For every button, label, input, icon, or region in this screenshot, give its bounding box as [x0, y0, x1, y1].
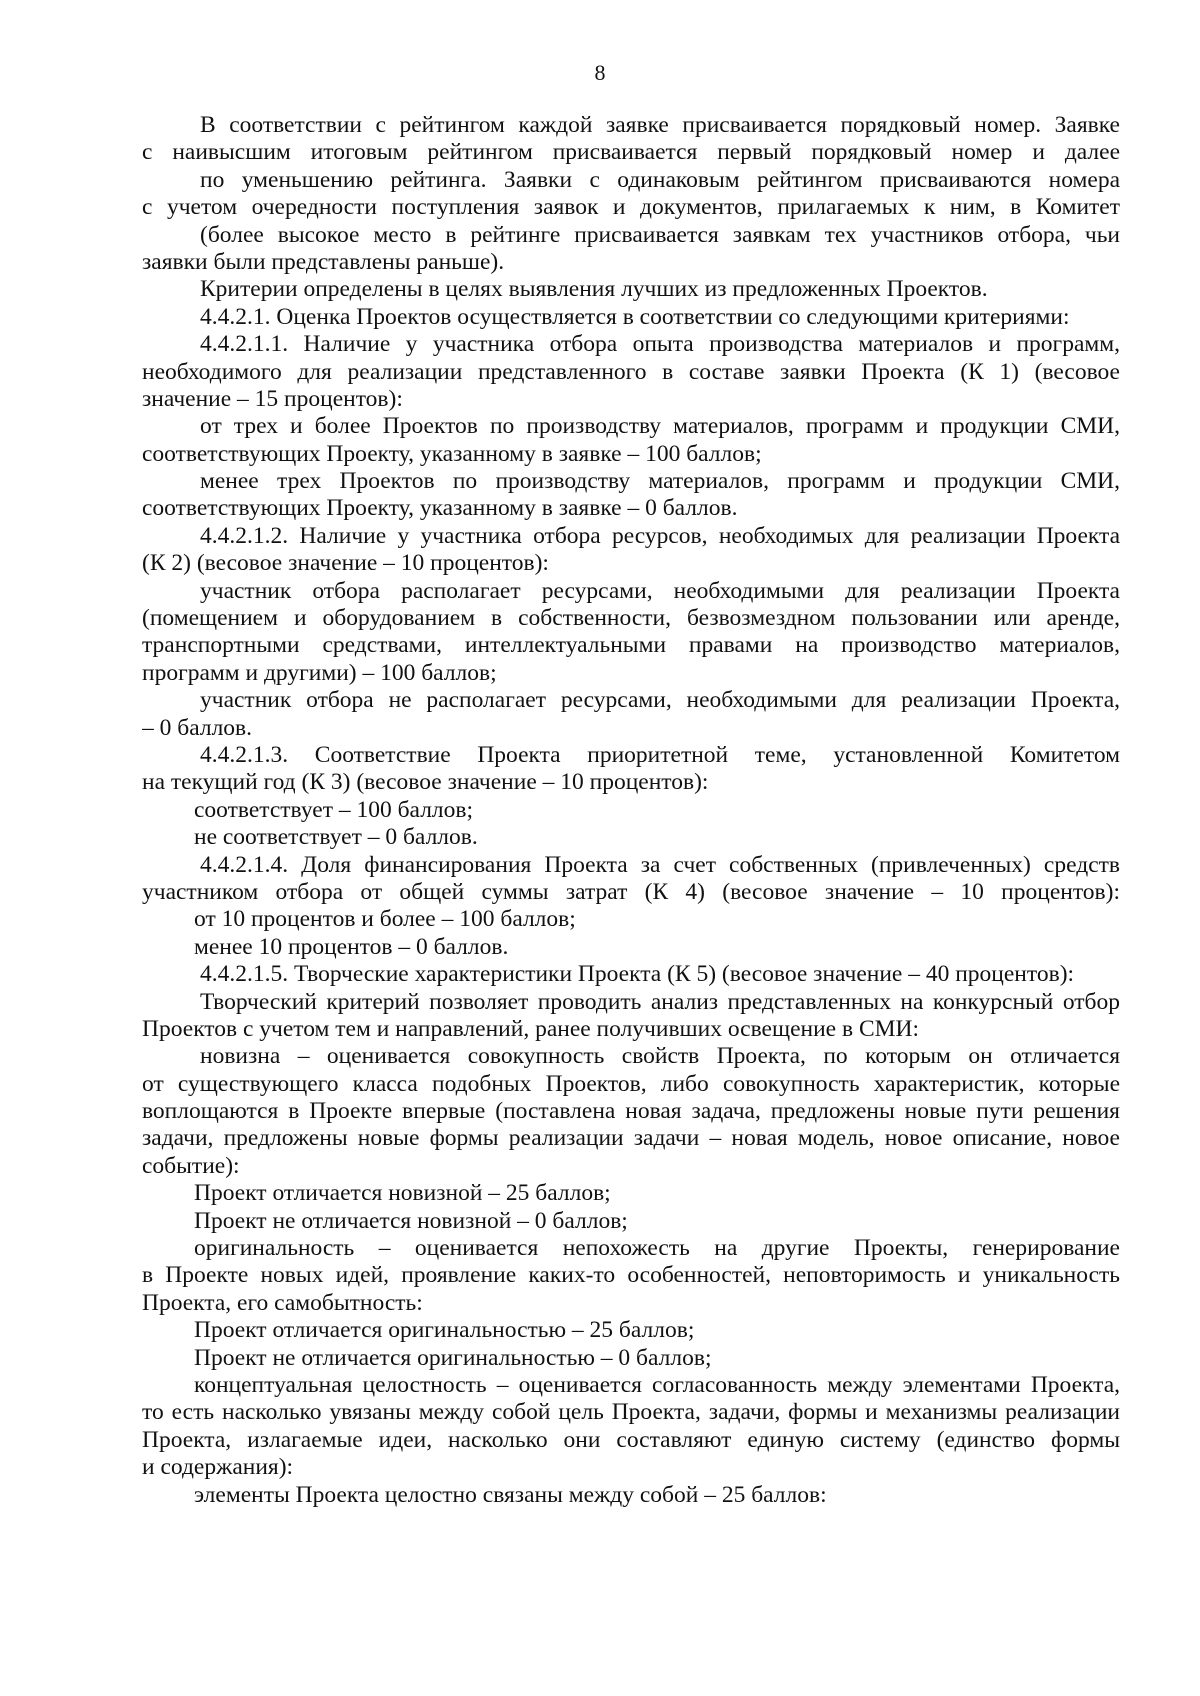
text-line: оригинальность – оценивается непохожесть на другие Проекты, генерирование	[194, 1235, 1120, 1262]
text-line: в Проекте новых идей, проявление каких-то особенностей, неповторимость и уникальность	[142, 1262, 1120, 1289]
text-line: Проект не отличается новизной – 0 баллов;	[194, 1207, 628, 1234]
text-line: с учетом очередности поступления заявок и документов, прилагаемых к ним, в Комитет	[142, 194, 1120, 221]
text-line: не соответствует – 0 баллов.	[194, 824, 478, 851]
text-line: участник отбора располагает ресурсами, необходимыми для реализации Проекта	[200, 577, 1120, 604]
text-line: 4.4.2.1.5. Творческие характеристики Проекта (К 5) (весовое значение – 40 процентов):	[200, 961, 1075, 988]
text-line: 4.4.2.1. Оценка Проектов осуществляется в соответствии со следующими критериями:	[200, 303, 1070, 330]
text-line: с наивысшим итоговым рейтингом присваивается первый порядковый номер и далее	[142, 139, 1120, 166]
text-line: концептуальная целостность – оценивается согласованность между элементами Проекта,	[194, 1371, 1120, 1398]
text-line: программ и другими) – 100 баллов;	[142, 659, 497, 686]
text-line: соответствующих Проекту, указанному в заявке – 100 баллов;	[142, 440, 762, 467]
text-line: участником отбора от общей суммы затрат (К 4) (весовое значение – 10 процентов):	[142, 878, 1120, 905]
text-line: то есть насколько увязаны между собой цель Проекта, задачи, формы и механизмы реализации	[142, 1399, 1120, 1426]
text-line: и содержания):	[142, 1454, 294, 1481]
text-line: (К 2) (весовое значение – 10 процентов):	[142, 550, 549, 577]
text-line: Проекта, излагаемые идеи, насколько они составляют единую систему (единство формы	[142, 1426, 1120, 1453]
text-line: (помещением и оборудованием в собственности, безвозмездном пользовании или аренде,	[142, 605, 1120, 632]
text-line: менее 10 процентов – 0 баллов.	[194, 933, 509, 960]
text-line: (более высокое место в рейтинге присваивается заявкам тех участников отбора, чьи	[200, 221, 1120, 248]
text-line: – 0 баллов.	[142, 714, 253, 741]
text-line: необходимого для реализации представленного в составе заявки Проекта (К 1) (весовое	[142, 358, 1120, 385]
text-line: Проект не отличается оригинальностью – 0 баллов;	[194, 1344, 712, 1371]
text-line: на текущий год (К 3) (весовое значение – 10 процентов):	[142, 769, 709, 796]
text-line: участник отбора не располагает ресурсами, необходимыми для реализации Проекта,	[200, 687, 1120, 714]
page-number: 8	[594, 60, 606, 85]
text-line: Творческий критерий позволяет проводить анализ представленных на конкурсный отбор	[200, 988, 1120, 1015]
text-line: значение – 15 процентов):	[142, 385, 403, 412]
text-line: Критерии определены в целях выявления лучших из предложенных Проектов.	[200, 276, 988, 303]
text-line: по уменьшению рейтинга. Заявки с одинаковым рейтингом присваиваются номера	[200, 166, 1120, 193]
text-line: воплощаются в Проекте впервые (поставлена новая задача, предложены новые пути решения	[142, 1098, 1120, 1125]
text-line: элементы Проекта целостно связаны между собой – 25 баллов:	[194, 1481, 827, 1508]
text-line: задачи, предложены новые формы реализации задачи – новая модель, новое описание, новое	[142, 1125, 1120, 1152]
text-line: Проект отличается новизной – 25 баллов;	[194, 1180, 611, 1207]
text-line: 4.4.2.1.3. Соответствие Проекта приоритетной теме, установленной Комитетом	[200, 741, 1120, 768]
text-line: от трех и более Проектов по производству материалов, программ и продукции СМИ,	[200, 413, 1120, 440]
text-line: Проектов с учетом тем и направлений, ранее получивших освещение в СМИ:	[142, 1015, 920, 1042]
text-line: Проекта, его самобытность:	[142, 1289, 423, 1316]
text-line: транспортными средствами, интеллектуальными правами на производство материалов,	[142, 632, 1120, 659]
text-line: от 10 процентов и более – 100 баллов;	[194, 906, 576, 933]
text-line: 4.4.2.1.1. Наличие у участника отбора опыта производства материалов и программ,	[200, 331, 1120, 358]
text-line: событие):	[142, 1152, 240, 1179]
text-line: новизна – оценивается совокупность свойств Проекта, по которым он отличается	[200, 1043, 1120, 1070]
text-line: В соответствии с рейтингом каждой заявке присваивается порядковый номер. Заявке	[200, 112, 1120, 138]
text-line: соответствующих Проекту, указанному в заявке – 0 баллов.	[142, 495, 738, 522]
text-line: заявки были представлены раньше).	[142, 248, 505, 275]
text-line: от существующего класса подобных Проектов, либо совокупность характеристик, которые	[142, 1070, 1120, 1097]
text-line: 4.4.2.1.4. Доля финансирования Проекта за счет собственных (привлеченных) средств	[200, 851, 1120, 878]
text-line: соответствует – 100 баллов;	[194, 796, 474, 823]
text-line: Проект отличается оригинальностью – 25 баллов;	[194, 1317, 695, 1344]
document-body	[142, 112, 1120, 1509]
text-line: 4.4.2.1.2. Наличие у участника отбора ресурсов, необходимых для реализации Проекта	[200, 522, 1120, 549]
text-line: менее трех Проектов по производству материалов, программ и продукции СМИ,	[200, 468, 1120, 495]
